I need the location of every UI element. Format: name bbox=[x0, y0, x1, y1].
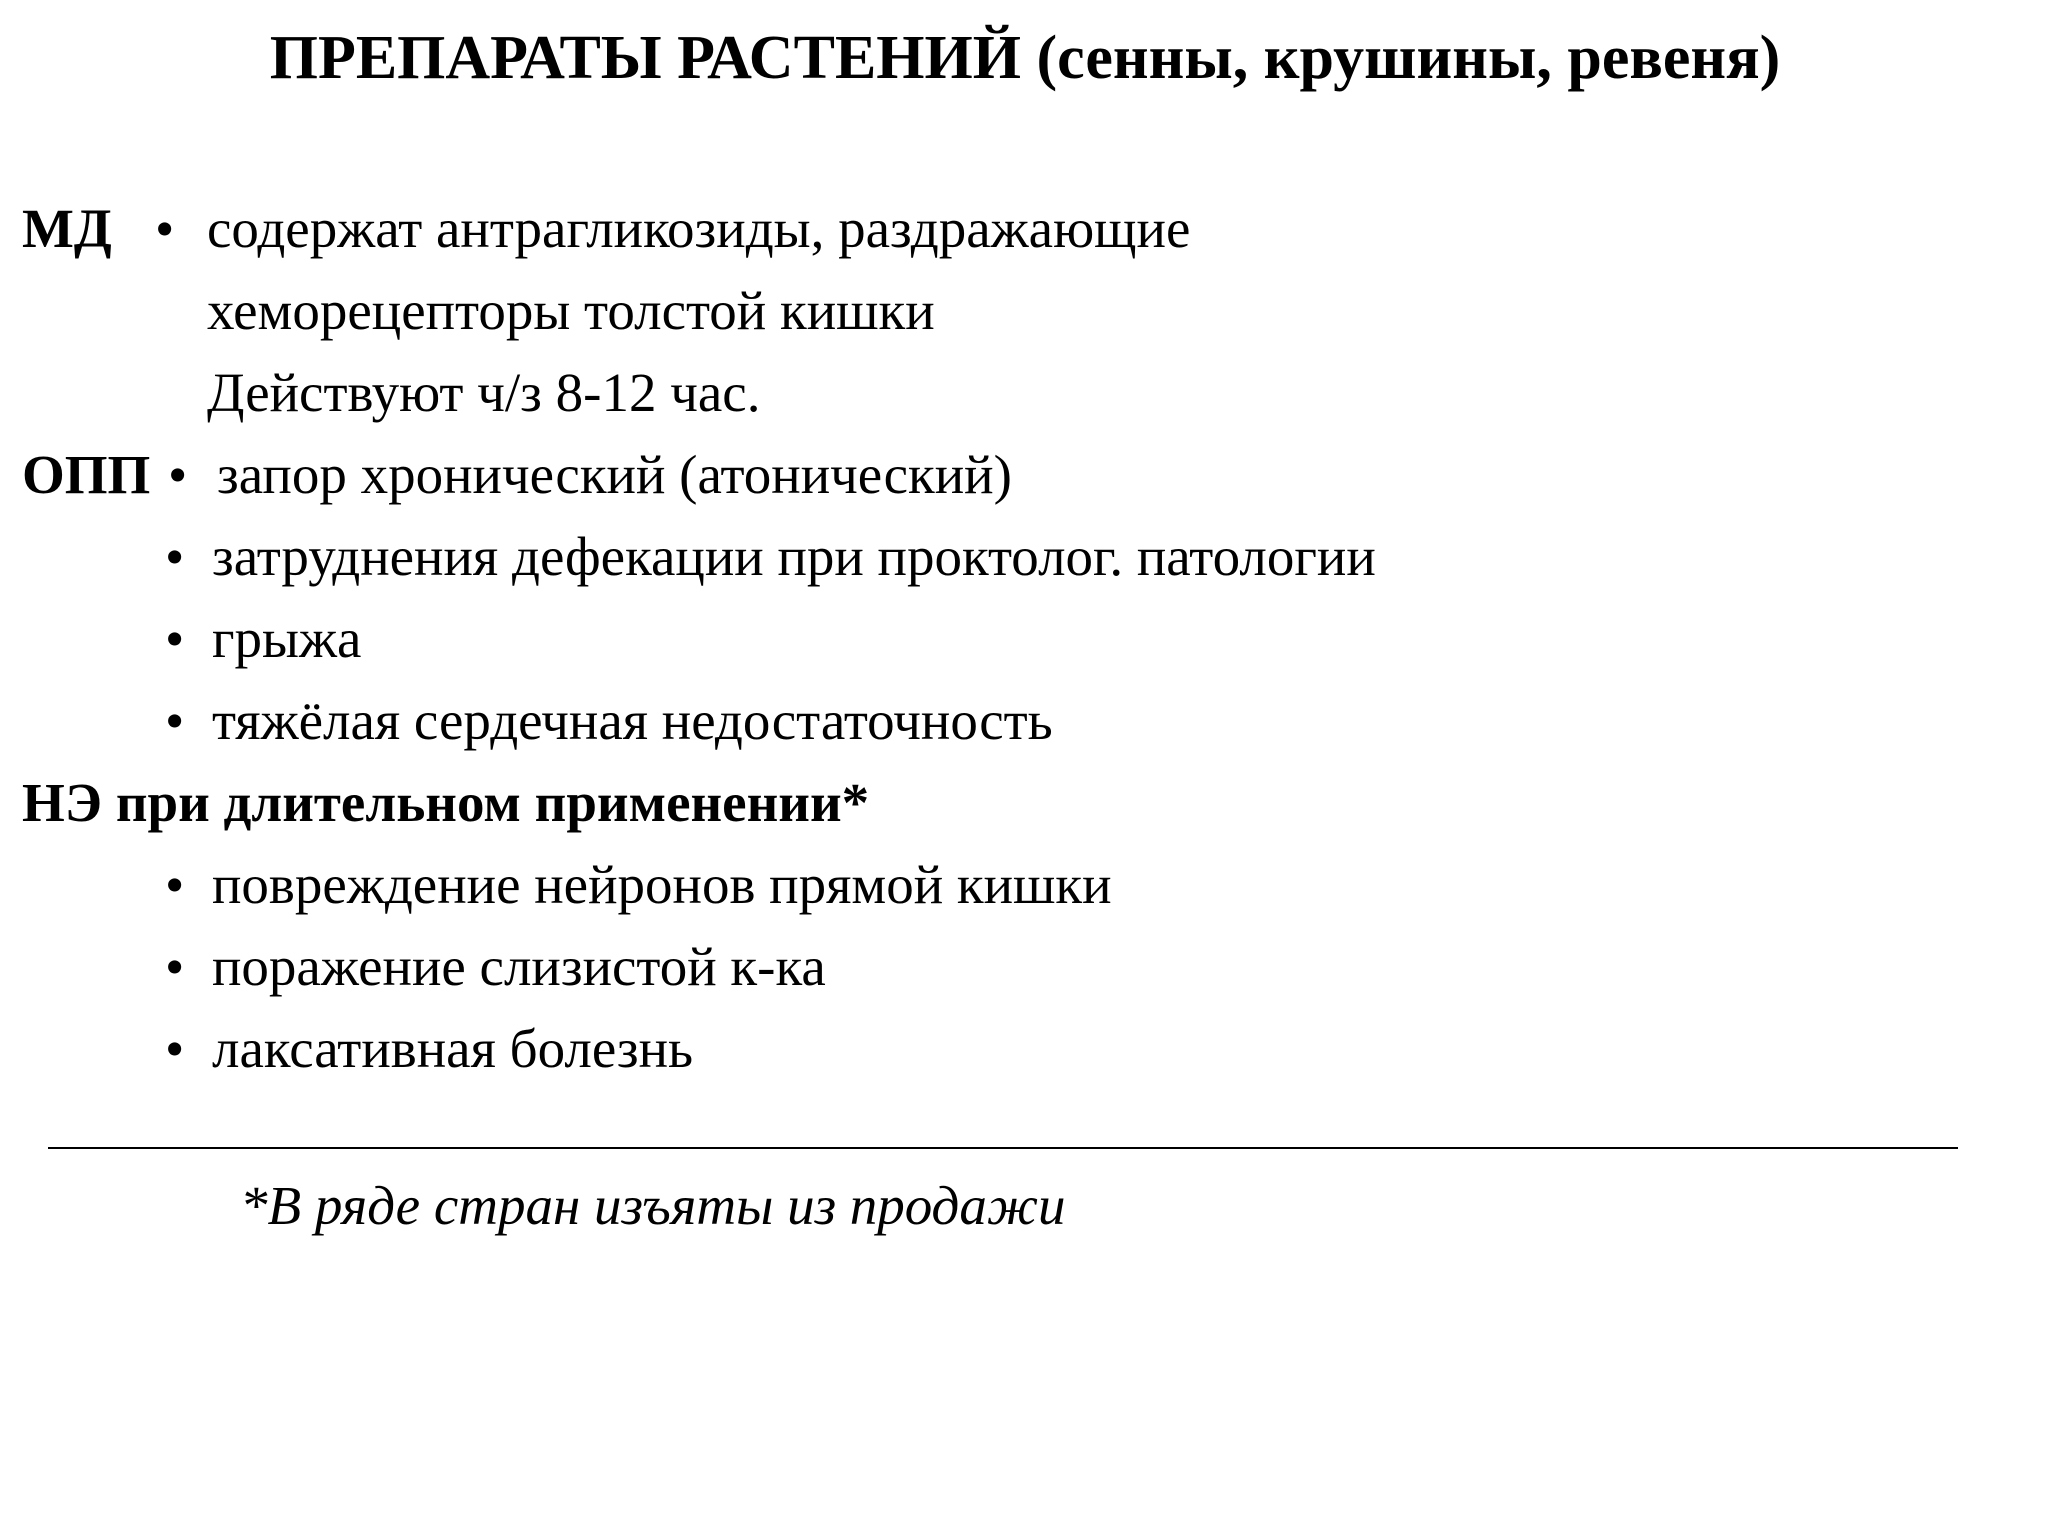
page-title: ПРЕПАРАТЫ РАСТЕНИЙ (сенны, крушины, ревеня) bbox=[269, 24, 1781, 92]
footnote-divider bbox=[48, 1147, 1958, 1149]
opp-item-2: затруднения дефекации при проктолог. патологии bbox=[212, 526, 1376, 587]
bullet-icon: • bbox=[165, 608, 185, 669]
ne-item-3: лаксативная болезнь bbox=[212, 1018, 694, 1079]
md-line-3: Действуют ч/з 8-12 час. bbox=[207, 362, 761, 423]
bullet-icon: • bbox=[165, 854, 185, 915]
bullet-icon: • bbox=[165, 690, 185, 751]
opp-item-3: грыжа bbox=[212, 608, 362, 669]
md-line-1: содержат антрагликозиды, раздражающие bbox=[207, 198, 1191, 259]
bullet-icon: • bbox=[168, 444, 188, 505]
ne-item-1: повреждение нейронов прямой кишки bbox=[212, 854, 1112, 915]
bullet-icon: • bbox=[165, 1018, 185, 1079]
ne-item-2: поражение слизистой к-ка bbox=[212, 936, 826, 997]
opp-item-4: тяжёлая сердечная недостаточность bbox=[212, 690, 1053, 751]
bullet-icon: • bbox=[165, 936, 185, 997]
bullet-icon: • bbox=[155, 198, 175, 259]
footnote: *В ряде стран изъяты из продажи bbox=[240, 1175, 1066, 1236]
md-label: МД bbox=[22, 198, 112, 259]
ne-label: НЭ при длительном применении* bbox=[22, 772, 870, 833]
opp-item-1: запор хронический (атонический) bbox=[217, 444, 1012, 505]
bullet-icon: • bbox=[165, 526, 185, 587]
opp-label: ОПП bbox=[22, 444, 151, 505]
md-line-2: хеморецепторы толстой кишки bbox=[207, 280, 935, 341]
